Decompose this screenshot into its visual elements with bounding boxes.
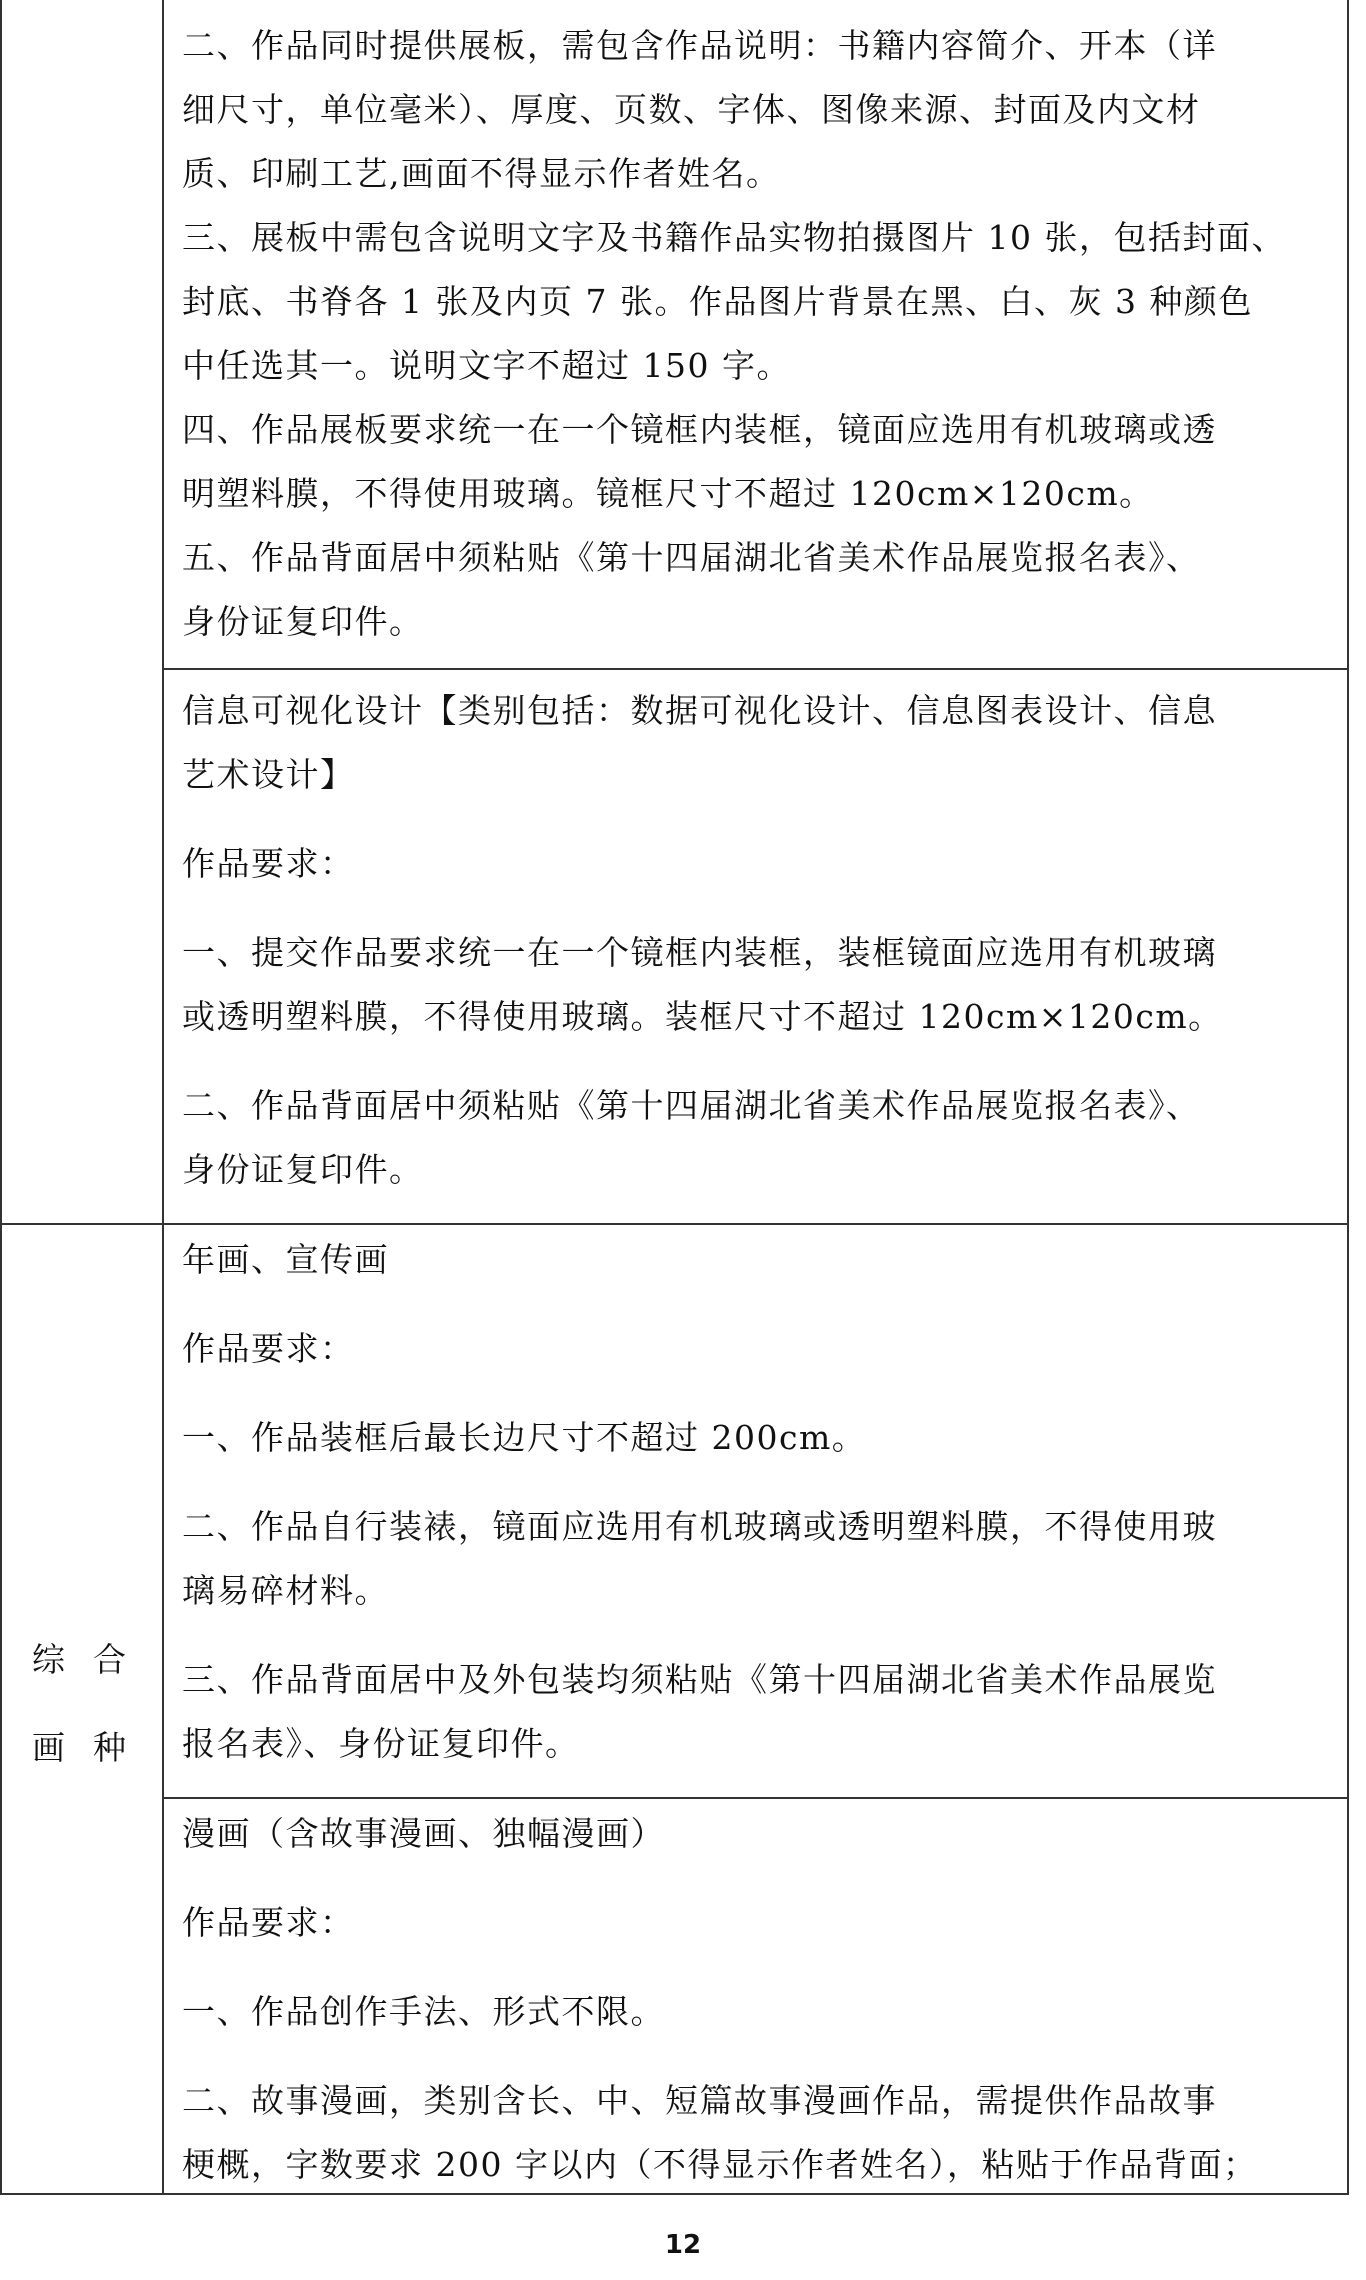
- text-line: 或透明塑料膜，不得使用玻璃。装框尺寸不超过 120cm×120cm。: [182, 997, 1223, 1036]
- comics-section: [182, 1802, 1332, 2197]
- row-divider: [162, 668, 1349, 670]
- text-line: 身份证复印件。: [182, 602, 424, 641]
- info-vis-section: [182, 679, 1332, 1202]
- text-line: 一、作品装框后最长边尺寸不超过 200cm。: [182, 1418, 867, 1457]
- requirements-label: 作品要求：: [182, 844, 355, 883]
- page-number: 12: [664, 2230, 702, 2260]
- requirements-label: 作品要求：: [182, 1329, 355, 1368]
- text-line: 一、提交作品要求统一在一个镜框内装框，装框镜面应选用有机玻璃: [182, 933, 1217, 972]
- book-display-section: [182, 14, 1332, 654]
- text-line: 封底、书脊各 1 张及内页 7 张。作品图片背景在黑、白、灰 3 种颜色: [182, 282, 1253, 321]
- text-line: 一、作品创作手法、形式不限。: [182, 1992, 665, 2031]
- text-line: 明塑料膜，不得使用玻璃。镜框尺寸不超过 120cm×120cm。: [182, 474, 1154, 513]
- row-divider: [0, 1223, 1349, 1225]
- text-line: 细尺寸，单位毫米）、厚度、页数、字体、图像来源、封面及内文材: [182, 90, 1201, 129]
- text-line: 报名表》、身份证复印件。: [182, 1724, 580, 1763]
- text-line: 中任选其一。说明文字不超过 150 字。: [182, 346, 791, 385]
- text-line: 梗概，字数要求 200 字以内（不得显示作者姓名），粘贴于作品背面；: [182, 2145, 1258, 2184]
- text-line: 三、展板中需包含说明文字及书籍作品实物拍摄图片 10 张，包括封面、: [182, 218, 1286, 257]
- text-line: 二、作品背面居中须粘贴《第十四届湖北省美术作品展览报名表》、: [182, 1086, 1201, 1125]
- text-line: 质、印刷工艺,画面不得显示作者姓名。: [182, 154, 781, 193]
- column-divider: [162, 0, 164, 2193]
- category-line: 画种: [32, 1728, 154, 1767]
- new-year-section: [182, 1228, 1332, 1776]
- section-title: 漫画（含故事漫画、独幅漫画）: [182, 1814, 665, 1853]
- text-line: 二、故事漫画，类别含长、中、短篇故事漫画作品，需提供作品故事: [182, 2081, 1217, 2120]
- requirements-label: 作品要求：: [182, 1903, 355, 1942]
- text-line: 璃易碎材料。: [182, 1571, 389, 1610]
- category-line: 综合: [32, 1640, 154, 1679]
- text-line: 二、作品同时提供展板，需包含作品说明：书籍内容简介、开本（详: [182, 26, 1217, 65]
- text-line: 四、作品展板要求统一在一个镜框内装框，镜面应选用有机玻璃或透: [182, 410, 1217, 449]
- category-label: [0, 1616, 162, 1792]
- text-line: 身份证复印件。: [182, 1150, 424, 1189]
- text-line: 三、作品背面居中及外包装均须粘贴《第十四届湖北省美术作品展览: [182, 1660, 1217, 1699]
- section-title: 信息可视化设计【类别包括：数据可视化设计、信息图表设计、信息: [182, 691, 1217, 730]
- row-divider: [162, 1797, 1349, 1799]
- text-line: 五、作品背面居中须粘贴《第十四届湖北省美术作品展览报名表》、: [182, 538, 1201, 577]
- section-title: 艺术设计】: [182, 755, 355, 794]
- section-title: 年画、宣传画: [182, 1240, 389, 1279]
- text-line: 二、作品自行装裱，镜面应选用有机玻璃或透明塑料膜，不得使用玻: [182, 1507, 1217, 1546]
